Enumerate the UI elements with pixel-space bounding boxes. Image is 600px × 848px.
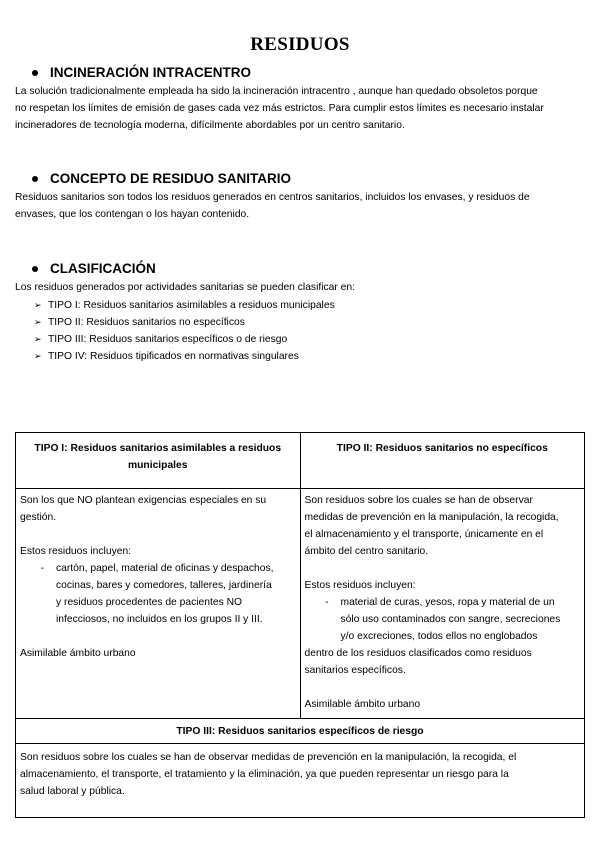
list-item: ➢ TIPO III: Residuos sanitarios específicos o de riesgo	[34, 331, 335, 348]
section-heading-text: CLASIFICACIÓN	[50, 261, 156, 276]
section-heading-clasificacion	[32, 261, 156, 276]
table-cell-tipo3: Son residuos sobre los cuales se han de observar medidas de prevención en la manipulación, la recogida, el almacenamiento, el transporte, el tratamiento y la eliminación, ya que pueden representar un riesgo para la salud laboral y pública.	[16, 744, 585, 818]
arrow-bullet-icon: ➢	[34, 300, 42, 310]
list-item: infecciosos, no incluidos en los grupos II y III.	[56, 614, 263, 625]
paragraph-line: La solución tradicionalmente empleada ha sido la incineración intracentro , aunque han quedado obsoletos porque	[15, 86, 538, 97]
table-header-tipo2: TIPO II: Residuos sanitarios no específicos	[300, 433, 585, 489]
section-paragraph-concepto	[15, 189, 585, 223]
section-heading-text: INCINERACIÓN INTRACENTRO	[50, 65, 251, 80]
list-item: ➢ TIPO II: Residuos sanitarios no específicos	[34, 314, 335, 331]
arrow-bullet-icon: ➢	[34, 317, 42, 327]
page-title: RESIDUOS	[250, 34, 350, 55]
tipo2-items	[305, 594, 581, 645]
paragraph-line: Residuos sanitarios son todos los residuos generados en centros sanitarios, incluidos los envases, y residuos de	[15, 192, 530, 203]
tipo1-items	[20, 560, 296, 628]
list-item: y/o excreciones, todos ellos no englobados	[340, 631, 538, 642]
paragraph-line: envases, que los contengan o los hayan contenido.	[15, 209, 250, 220]
clasificacion-list	[34, 297, 335, 365]
table-header-tipo3: TIPO III: Residuos sanitarios específicos de riesgo	[16, 719, 585, 744]
section-heading-concepto	[32, 171, 291, 186]
table-cell-tipo1: Son los que NO plantean exigencias especiales en su gestión. Estos residuos incluyen: - cartón, papel, material de oficinas y despachos, cocinas, bares y comedores, talleres, jardinería y residuos procedentes de pacientes NO infecciosos, no incluidos en los grupos II y III. Asimilable ámbito urbano	[16, 489, 301, 719]
list-item: - material de curas, yesos, ropa y material de un	[325, 597, 555, 608]
bullet-icon	[32, 176, 38, 182]
bullet-icon	[32, 266, 38, 272]
section-heading-text: CONCEPTO DE RESIDUO SANITARIO	[50, 171, 292, 186]
bullet-icon	[32, 70, 38, 76]
list-item: cocinas, bares y comedores, talleres, jardinería	[56, 580, 272, 591]
clasificacion-intro: Los residuos generados por actividades sanitarias se pueden clasificar en:	[15, 282, 355, 293]
paragraph-line: no respetan los límites de emisión de gases cada vez más estrictos. Para cumplir estos límites es necesario instalar	[15, 103, 544, 114]
section-paragraph-incineracion	[15, 83, 585, 134]
list-item: ➢ TIPO I: Residuos sanitarios asimilables a residuos municipales	[34, 297, 335, 314]
list-item: - cartón, papel, material de oficinas y despachos,	[40, 563, 274, 574]
arrow-bullet-icon: ➢	[34, 334, 42, 344]
residuos-table	[15, 432, 585, 818]
list-item: y residuos procedentes de pacientes NO	[56, 597, 243, 608]
paragraph-line: incineradores de tecnología moderna, difícilmente abordables por un centro sanitario.	[15, 120, 405, 131]
list-item: sólo uso contaminados con sangre, secreciones	[340, 614, 561, 625]
table-cell-tipo2: Son residuos sobre los cuales se han de observar medidas de prevención en la manipulación, la recogida, el almacenamiento y el transporte, únicamente en el ámbito del centro sanitario. Estos residuos incluyen: - material de curas, yesos, ropa y material de un sólo uso contaminados con sangre, secreciones y/o excreciones, todos ellos no englobados dentro de los residuos clasificados como residuos sanitarios específicos. Asimilable ámbito urbano	[300, 489, 585, 719]
table-header-tipo1: TIPO I: Residuos sanitarios asimilables a residuos municipales	[16, 433, 301, 489]
section-heading-incineracion	[32, 65, 251, 80]
arrow-bullet-icon: ➢	[34, 351, 42, 361]
list-item: ➢ TIPO IV: Residuos tipificados en normativas singulares	[34, 348, 335, 365]
